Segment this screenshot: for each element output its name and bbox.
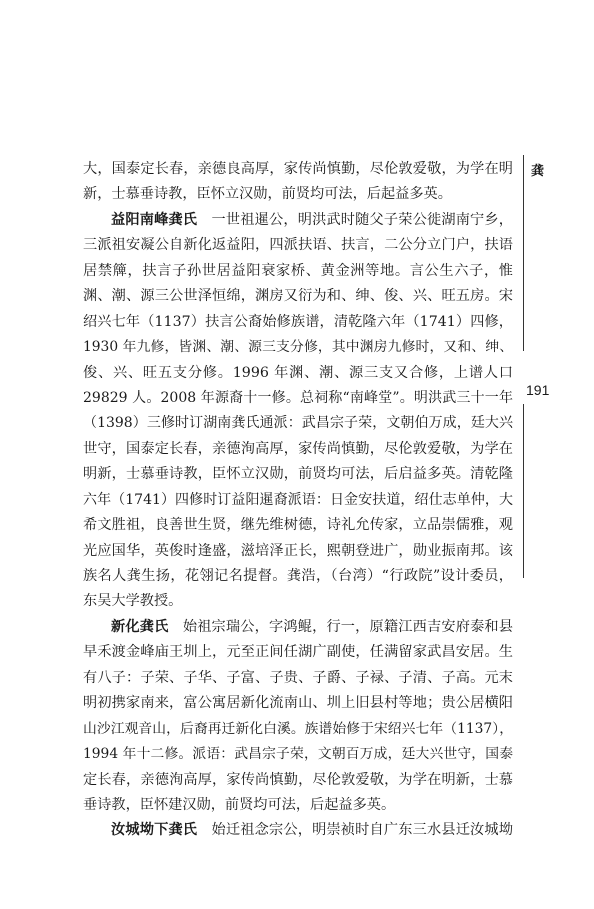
entry-heading: 新化龚氏 [111, 618, 169, 635]
text-line: 俊、兴、旺五支分修。1996 年渊、潮、源三支又合修，上谱人口 [83, 364, 513, 381]
margin-rule-lower [523, 404, 524, 578]
entry-text: 始迁祖念宗公，明崇祯时自广东三水县迁汝城坳 [211, 822, 513, 839]
text-line: 东吴大学教授。 [83, 593, 183, 610]
page-number: 191 [526, 382, 550, 398]
text-line [83, 208, 513, 233]
text-line: 1994 年十二修。派语：武昌宗子荣，文朝百万成，廷大兴世守，国泰 [83, 746, 513, 763]
text-line: 六年（1741）四修时订益阳暹裔派语：日金安扶道，绍仕志单仲，大 [83, 491, 513, 508]
text-line: 三派祖安凝公自新化返益阳，四派扶语、扶言，二公分立门户，扶语 [83, 237, 513, 254]
entry-text: 始祖宗瑞公，字鸿鲲，行一，原籍江西吉安府泰和县 [182, 618, 513, 635]
margin-rule-upper [523, 155, 524, 351]
text-line: 渊、潮、源三公世泽恒绵，渊房又衍为和、绅、俊、兴、旺五房。宋 [83, 288, 513, 305]
entry-heading: 益阳南峰龚氏 [111, 211, 198, 228]
text-line: 新，士慕垂诗教，臣怀立汉勋，前贤均可法，后起益多英。 [83, 186, 452, 203]
text-line: 山沙江观音山，后裔再迁新化白溪。族谱始修于宋绍兴七年（1137）， [83, 720, 513, 737]
text-line: 定长春，亲德洵高厚，家传尚慎勤，尽伦敦爱敬，为学在明新，士慕 [83, 771, 513, 788]
text-line: 垂诗教，臣怀建汉勋，前贤均可法，后起益多英。 [83, 796, 396, 813]
text-line: 1930 年九修，皆渊、潮、源三支分修，其中渊房九修时，又和、绅、 [83, 339, 513, 356]
text-line: 居禁簰，扶言子孙世居益阳衰家桥、黄金洲等地。言公生六子，惟 [83, 262, 513, 279]
entry-heading: 汝城坳下龚氏 [111, 822, 198, 839]
text-line: 世守，国泰定长春，亲德洵高厚，家传尚慎勤，尽伦敦爱敬，为学在 [83, 440, 513, 457]
text-line: 大，国泰定长春，亲德良高厚，家传尚慎勤，尽伦敦爱敬，为学在明 [83, 161, 513, 177]
text-line: 明新，士慕垂诗教，臣怀立汉勋，前贤均可法，后启益多英。清乾隆 [83, 466, 513, 483]
text-column [83, 157, 513, 844]
text-line [83, 615, 513, 640]
text-line: 光应国华，英俊时逢盛，滋培泽正长，熙朝登进广，勋业振南邦。该 [83, 542, 513, 559]
text-line: 29829 人。2008 年源裔十一修。总祠称“南峰堂”。明洪武三十一年 [83, 389, 513, 406]
running-head: 龚 [531, 164, 545, 179]
text-line: 有八子：子荣、子华、子富、子贵、子爵、子禄、子清、子高。元末 [83, 669, 513, 686]
text-line: 绍兴七年（1137）扶言公裔始修族谱，清乾隆六年（1741）四修， [83, 313, 513, 330]
text-line: （1398）三修时订湖南龚氏通派：武昌宗子荣，文朝伯万成，廷大兴 [83, 415, 513, 432]
text-line: 早禾渡金峰庙王圳上，元至正间任湖广副使，任满留家武昌安居。生 [83, 644, 513, 661]
text-line: 明初携家南来，富公寓居新化流南山、圳上旧县村等地；贵公居横阳 [83, 695, 513, 712]
text-line: 希文胜祖，良善世生贤，继先维树德，诗礼允传家，立品崇儒雅，观 [83, 517, 513, 534]
text-line: 族名人龚生扬，花翎记名提督。龚浩，（台湾）“行政院”设计委员， [83, 568, 513, 584]
entry-text: 一世祖暹公，明洪武时随父子荣公徙湖南宁乡， [211, 211, 513, 228]
text-line [83, 818, 513, 843]
